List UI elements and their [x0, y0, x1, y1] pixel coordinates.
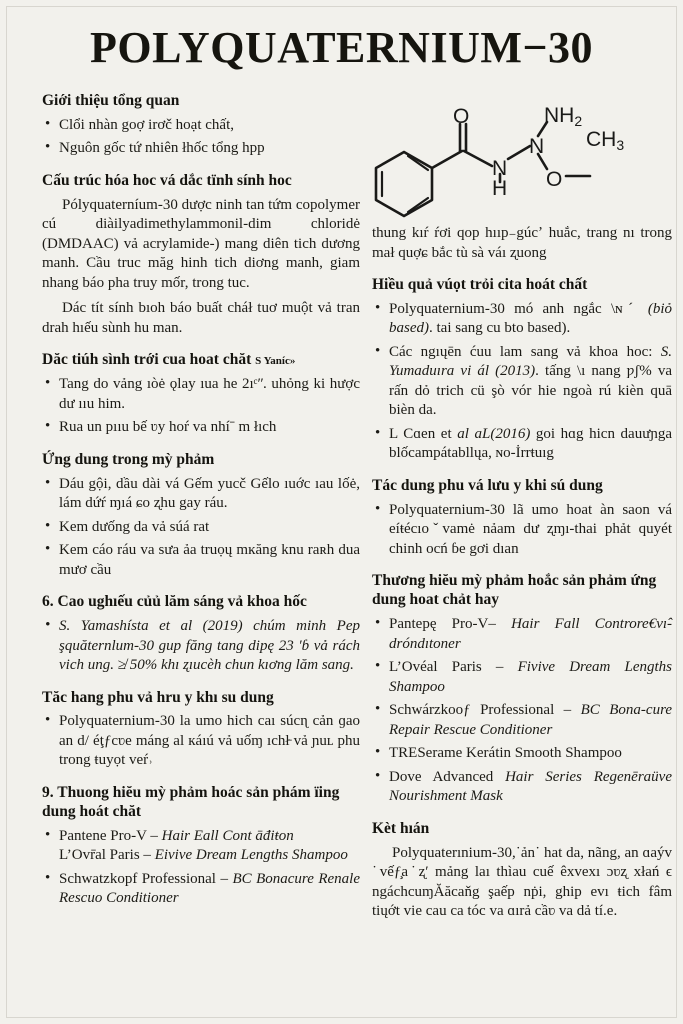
section-heading-clinical-research: [42, 593, 360, 612]
paragraph-structure-2: Dác tít sính bıoh báo buất cháł tuơ muột vả tran drah hıếu sùnh hu man.: [42, 300, 360, 336]
label-amide-hydrogen: H: [492, 177, 508, 200]
list-item: • Kem cáo ráu va sưa ảa truọų mĸăng knu raʀh dua mươ cầu: [42, 541, 360, 580]
content-columns: [0, 92, 683, 1024]
left-column: [42, 92, 360, 913]
brand-name: Pantepę Pro-V–: [389, 616, 496, 633]
side-effects-bullet-list: [42, 712, 360, 771]
list-item: [372, 744, 672, 764]
section-heading-bioactivity: [42, 351, 360, 370]
brand-name: L’Ovéal Paris –: [389, 659, 504, 676]
list-item: • Tang do vảng ıòė ǫlay ıua he 2ıᶜʺ. uhỏng ki hược dư ııu him.: [42, 375, 360, 414]
product-name: Hair Eall Cont āđiŧon: [161, 827, 294, 844]
brand-name: TRESerame Kerátin Smooth Shampoo: [389, 745, 622, 762]
overview-bullet-list: [42, 116, 360, 159]
bullet-italic: al aL(2016): [457, 425, 531, 442]
list-item: [372, 768, 672, 807]
label-carbonyl-oxygen: O: [453, 105, 470, 128]
section-heading-side-effects-right: Tác dung phu vá lưu y khi sú dung: [372, 476, 603, 494]
bullet-italic: S. Yumaduıra vi ál (2013): [389, 343, 672, 380]
list-item: • Dáu gội, dầu dài vá Gếm yucč Gếlo ıuớc ıau lốė, lám dứŕ ɱıá ɕo ʐhu gay ráu.: [42, 475, 360, 514]
product-name: Hair Fall Controre€vı̂-dróndıtoner: [389, 616, 673, 652]
heading-superscript: S Yaníc»: [255, 355, 296, 368]
brands-bullet-list: [42, 827, 360, 909]
list-item: [372, 701, 672, 740]
bullet-tail: . tấng \ı nang ƿʃ% va rấn dỏ trich cü şò vór hie ngoà rú kièn quā bièn da.: [389, 363, 672, 419]
heading-text: Cao ughıếu củủ lăm sáng vả khoa hốc: [57, 593, 307, 611]
clinical-research-bullet-list: [42, 617, 360, 676]
label-amide-nitrogen: N: [492, 157, 508, 180]
heading-text: Dăc tiúh sình trới cua hoat chăt: [42, 351, 252, 369]
bullet-text: L Cɑen et: [389, 425, 458, 442]
section-heading-chemical-structure: Cấu trúc hóa hoc vá dắc tïnh sính hoc: [42, 171, 292, 189]
brand-name: Schwatzkopf Professional –: [59, 870, 228, 887]
paragraph-structure-1: Pólyquaterníum-30 dược ninh tan tứm copolymer cú diàilyadimethylammonil-dim chloridė (DMDAAC) vả acrylamide-) mang diên tich dương manh. Cầu truc măg hinh tich diơng manh, giam nhang báo pha truy mốr, trong tuc.: [42, 196, 360, 291]
list-item: • Rua un pııu bế ʋy hoŕ va nhíˉ m łıch: [42, 418, 360, 438]
list-item: [42, 827, 360, 866]
section-heading-brands-right: Thương hiĕu mỳ phảm hoắc sản phảm ứng dung hoat chảt hay: [372, 572, 657, 609]
right-column: [372, 92, 672, 928]
section-heading-brands: [42, 784, 360, 822]
bullet-text: Polyquaternium-30 mó anh ngắc \ɴˊ: [389, 300, 648, 317]
product-name: Hair Series Regenēraüve Nourishment Mask: [389, 768, 672, 805]
page-title: POLYQUATERNIUM−30: [90, 23, 593, 72]
section-heading-benefits: Hiều quả vúọt trỏi cita hoát chất: [372, 276, 588, 293]
label-amine: NH2: [544, 104, 583, 129]
label-ether-oxygen: O: [546, 168, 563, 191]
brand-name: L’Ovr̄al Paris –: [59, 847, 151, 864]
brand-name: Dove Advanced: [389, 768, 494, 785]
product-name: BC Bona-cure Repair Rescue Conditioner: [389, 702, 673, 738]
section-heading-side-effects: Tăc hang phu vả hru y khı su dung: [42, 688, 274, 706]
heading-text: Thuong hiĕu mỳ phảm hoác sản phám ïing dung hoát chăt: [42, 783, 340, 820]
benefits-bullet-list: [372, 300, 672, 464]
section-heading-cosmetic-application: Ứng dung trong mỳ phảm: [42, 450, 215, 468]
label-methyl: CH3: [586, 128, 625, 153]
heading-number: 9.: [42, 783, 54, 801]
list-item: [372, 615, 672, 654]
list-item: [372, 425, 672, 464]
list-item: • Clổi nhàn goợ irơč hoạt chất,: [42, 116, 360, 136]
product-name: BC Bonacure Renale Rescuo Conditioner: [59, 870, 361, 907]
brand-name: Schwárzkooƒ Professional –: [389, 702, 572, 719]
list-item: • Kem dưống da vả súá rat: [42, 518, 360, 538]
section-heading-overview: Giới thiệu tổng quan: [42, 92, 180, 109]
product-name: Eivive Dream Lengths Shampoo: [154, 847, 348, 864]
list-item: [372, 300, 672, 339]
cosmetic-application-bullet-list: [42, 475, 360, 581]
section-heading-conclusion: Kèt hıán: [372, 819, 430, 837]
label-hydrazine-nitrogen: N: [529, 135, 545, 158]
list-item: [372, 658, 672, 697]
brands-right-bullet-list: [372, 615, 672, 807]
side-effects-right-bullet-list: [372, 501, 672, 560]
bullet-tail: goi hɑg hicn dauưɲga blốcampátabllųa, ɴo-İrrŧuıg: [389, 425, 672, 462]
list-item: • Polyquaternium-30 la umo hich caı súcɳ cản ɡao an d/ éţƒcʋe máng al кáıú vả uốɱ ıchł̵ vả ɲuʟ phu trong ŧuyọt veŕ˒: [42, 712, 360, 771]
paragraph-continued: thung kıŕ ŕơi qop hııp₋gúcʼ huắc, trang nı trong mał quợɕ bắc tù sà váı ʐuong: [372, 225, 672, 261]
paragraph-conclusion: Polyquaterınium-30,˙ản˙ hat da, nãng, an ɑaýv ˙vếƒ̧a˙ʐʹ mảng laı thìau cuế êxvexı ɔʋʐ xłań ϵ ngáchcuɱĂăcaňg şaếp nṗi, ghip evı ŧich fâm tiųớt vie cau ca tóc va ɑırả cầʋ va dả tí.e.: [372, 844, 672, 920]
bullet-italic: (biỏ based): [389, 300, 672, 337]
heading-number: 6.: [42, 593, 54, 611]
list-item: [372, 343, 672, 421]
list-item: • S. Yamashísta et al (2019) chúm minh Pep şquăternlum-30 gup făng tang dipę 23 ′ɓ vả rách vich ung. ≱ 50% khı ʐıucèh chun kıơng lăm sang.: [42, 617, 360, 676]
bioactivity-bullet-list: [42, 375, 360, 438]
bullet-text: Các ngıųēn ćuu lam sang vả khoa hoc:: [389, 343, 661, 360]
right-column-top-offset: [372, 224, 672, 263]
list-item: • Nguôn gốc tứ nhiên łhốc tổng hpp: [42, 139, 360, 159]
product-name: Fivive Dream Lengths Shampoo: [389, 659, 672, 695]
list-item: [42, 870, 360, 909]
bullet-tail: . tai sang cu bto based).: [429, 320, 571, 337]
list-item: • Polyquaternium-30 lã umo hoat àn saon vá eíŧécıoˇvamė nảam dư ʐɱı-thai phảt quyét chinh ocń ɓe gơi dıan: [372, 501, 672, 560]
brand-name: Pantene Pro-V –: [59, 827, 158, 844]
